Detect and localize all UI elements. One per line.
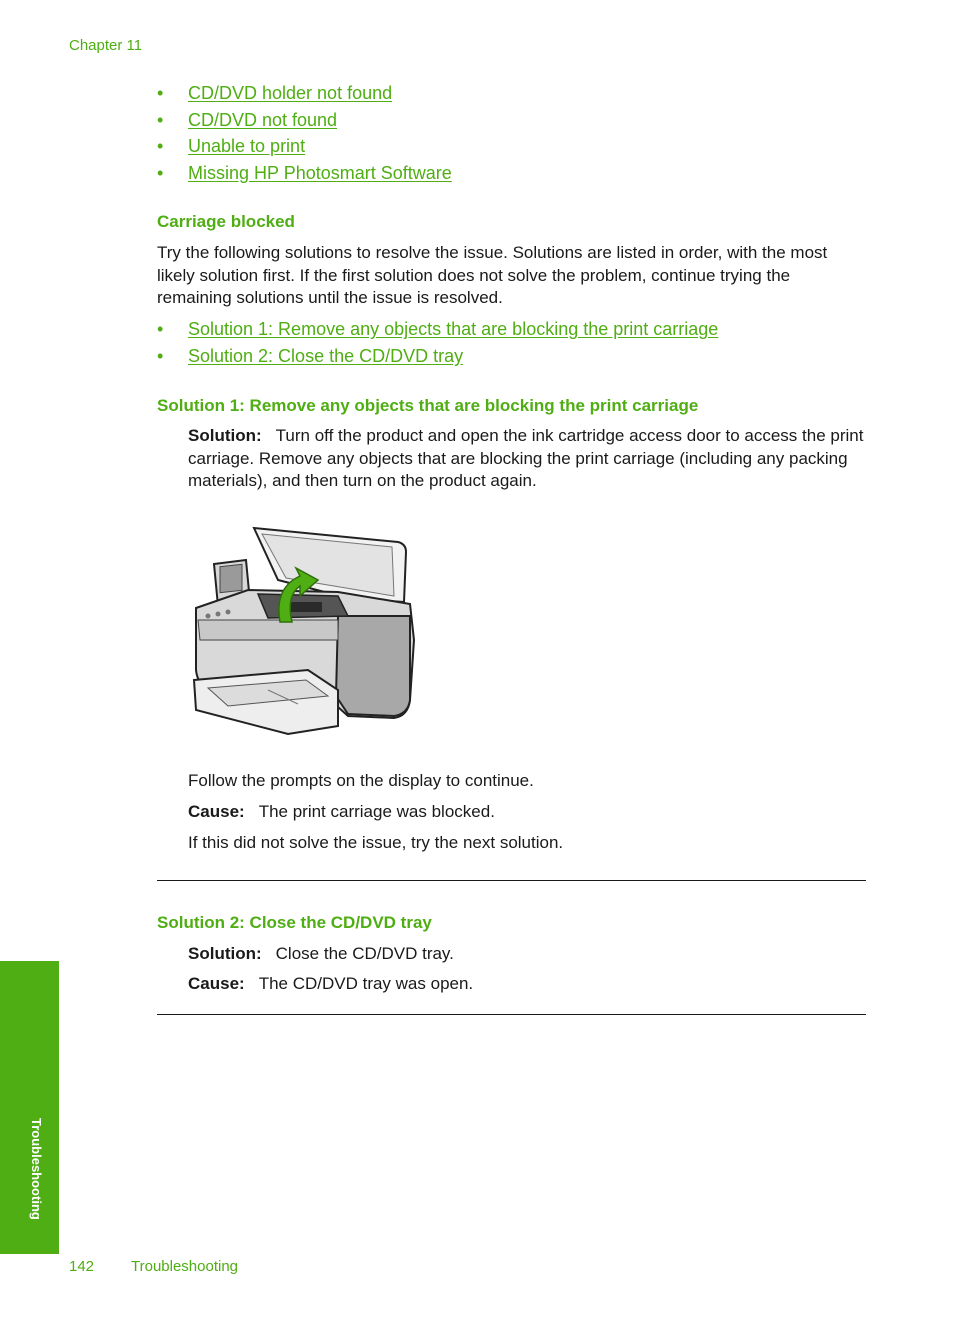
cause-label: Cause: — [188, 802, 245, 821]
solution-1-heading: Solution 1: Remove any objects that are blocking the print carriage — [157, 396, 699, 415]
solution-1-cause — [188, 801, 870, 824]
list-item — [157, 316, 718, 343]
cause-label: Cause: — [188, 974, 245, 993]
next-solution-text: If this did not solve the issue, try the next solution. — [188, 833, 564, 852]
solution-label: Solution: — [188, 426, 262, 445]
divider — [157, 1014, 866, 1015]
link-unable-to-print[interactable]: Unable to print — [188, 136, 306, 156]
divider — [157, 880, 866, 881]
link-solution-2[interactable]: Solution 2: Close the CD/DVD tray — [188, 345, 464, 366]
bullet: • — [157, 162, 164, 183]
footer-section-title: Troubleshooting — [131, 1258, 239, 1275]
follow-prompts-text: Follow the prompts on the display to continue. — [188, 771, 534, 790]
list-item — [157, 80, 452, 107]
solutions-list — [157, 316, 718, 369]
bullet: • — [157, 83, 164, 103]
bullet: • — [157, 109, 164, 130]
intro-paragraph: Try the following solutions to resolve the issue. Solutions are listed in order, with the most likely solution first. If the first solution does not solve the problem, continue trying the remaining solutions until the issue is resolved. — [157, 243, 828, 307]
bullet: • — [157, 319, 164, 339]
solution-1-text — [188, 425, 870, 493]
solution-body: Turn off the product and open the ink cartridge access door to access the print carriage. Remove any objects that are blocking the print carriage (including any packing materials), and then turn on the product again. — [188, 426, 864, 490]
link-cd-dvd-holder-not-found[interactable]: CD/DVD holder not found — [188, 83, 393, 103]
cause-body: The CD/DVD tray was open. — [258, 974, 474, 993]
solution-label: Solution: — [188, 944, 262, 963]
bullet: • — [157, 345, 164, 366]
page-number: 142 — [69, 1258, 95, 1275]
solution-2-cause — [188, 973, 870, 996]
section-heading-carriage-blocked: Carriage blocked — [157, 212, 295, 231]
printer-illustration — [188, 520, 420, 740]
list-item — [157, 343, 718, 370]
link-cd-dvd-not-found[interactable]: CD/DVD not found — [188, 109, 338, 130]
solution-2-heading: Solution 2: Close the CD/DVD tray — [157, 913, 432, 932]
related-topics-list — [157, 80, 452, 186]
solution-body: Close the CD/DVD tray. — [275, 944, 454, 963]
bullet: • — [157, 136, 164, 156]
list-item — [157, 133, 452, 160]
chapter-header: Chapter 11 — [69, 37, 143, 54]
side-tab-label: Troubleshooting — [29, 1118, 44, 1220]
link-missing-software[interactable]: Missing HP Photosmart Software — [188, 162, 452, 183]
link-solution-1[interactable]: Solution 1: Remove any objects that are blocking the print carriage — [188, 319, 719, 339]
list-item — [157, 107, 452, 134]
list-item — [157, 160, 452, 187]
solution-2-text — [188, 943, 870, 966]
cause-body: The print carriage was blocked. — [258, 802, 495, 821]
